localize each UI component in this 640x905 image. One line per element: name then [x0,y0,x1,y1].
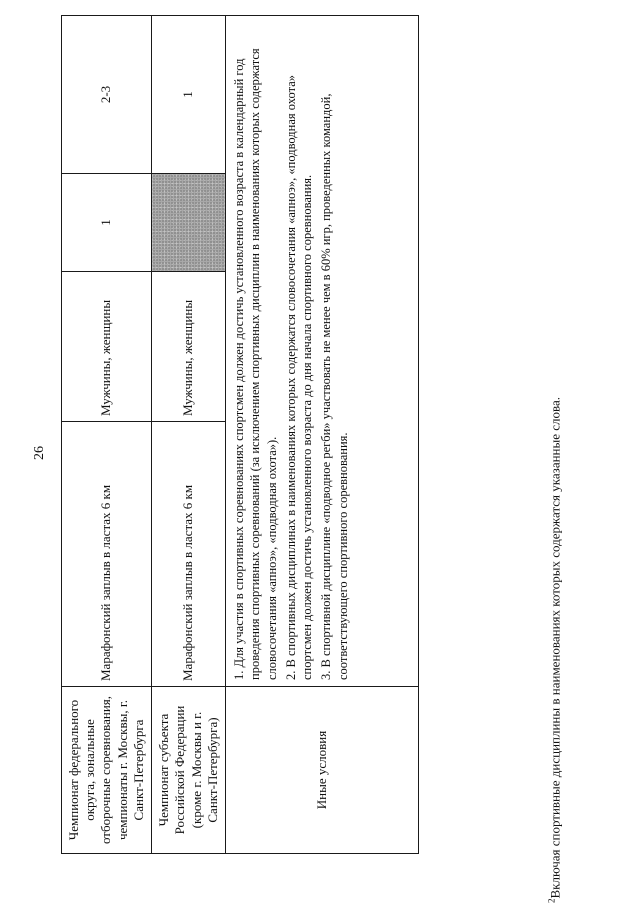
competition-cell: Чемпионат субъекта Российской Федерации (кроме г. Москвы и г. Санкт-Петербурга) [152,687,226,854]
value-cell: 2-3 [62,16,152,174]
gender-cell: Мужчины, женщины [62,272,152,422]
shaded-empty-cell [152,174,226,272]
value-cell: 1 [152,16,226,174]
table-row [152,16,226,854]
footnote [546,397,563,903]
discipline-cell: Марафонский заплыв в ластах 6 км [62,422,152,687]
discipline-cell: Марафонский заплыв в ластах 6 км [152,422,226,687]
competition-cell: Чемпионат федерального округа, зональные отборочные соревнования, чемпионаты г. Москвы, г. Санкт-Петербурга [62,687,152,854]
condition-item: 1. Для участия в спортивных соревнованиях спортсмен должен достичь установленного возраста в календарный год проведения спортивных соревнований (за исключением спортивных дисциплин в наименованиях которых содержатся словосочетания «апноэ», «подводная охота»). [232,48,279,680]
rotated-table-container [61,16,419,854]
other-conditions-label: Иные условия [226,687,419,854]
gender-cell: Мужчины, женщины [152,272,226,422]
table-row [226,16,419,854]
condition-item: 3. В спортивной дисциплине «подводное регби» участвовать не менее чем в 60% игр, проведенных командой, соответствующего спортивного соревнования. [319,93,350,680]
condition-item: 2. В спортивных дисциплинах в наименованиях которых содержатся словосочетания «апноэ», «подводная охота» спортсмен должен достичь установленного возраста до дня начала спортивного соревнования. [283,75,314,680]
norms-table [61,15,419,854]
footnote-marker: 2 [546,898,557,903]
table-row [62,16,152,854]
page-number: 26 [32,446,47,460]
footnote-text: Включая спортивные дисциплины в наименованиях которых содержатся указанные слова. [547,397,563,899]
other-conditions-text [226,16,419,687]
value-cell: 1 [62,174,152,272]
